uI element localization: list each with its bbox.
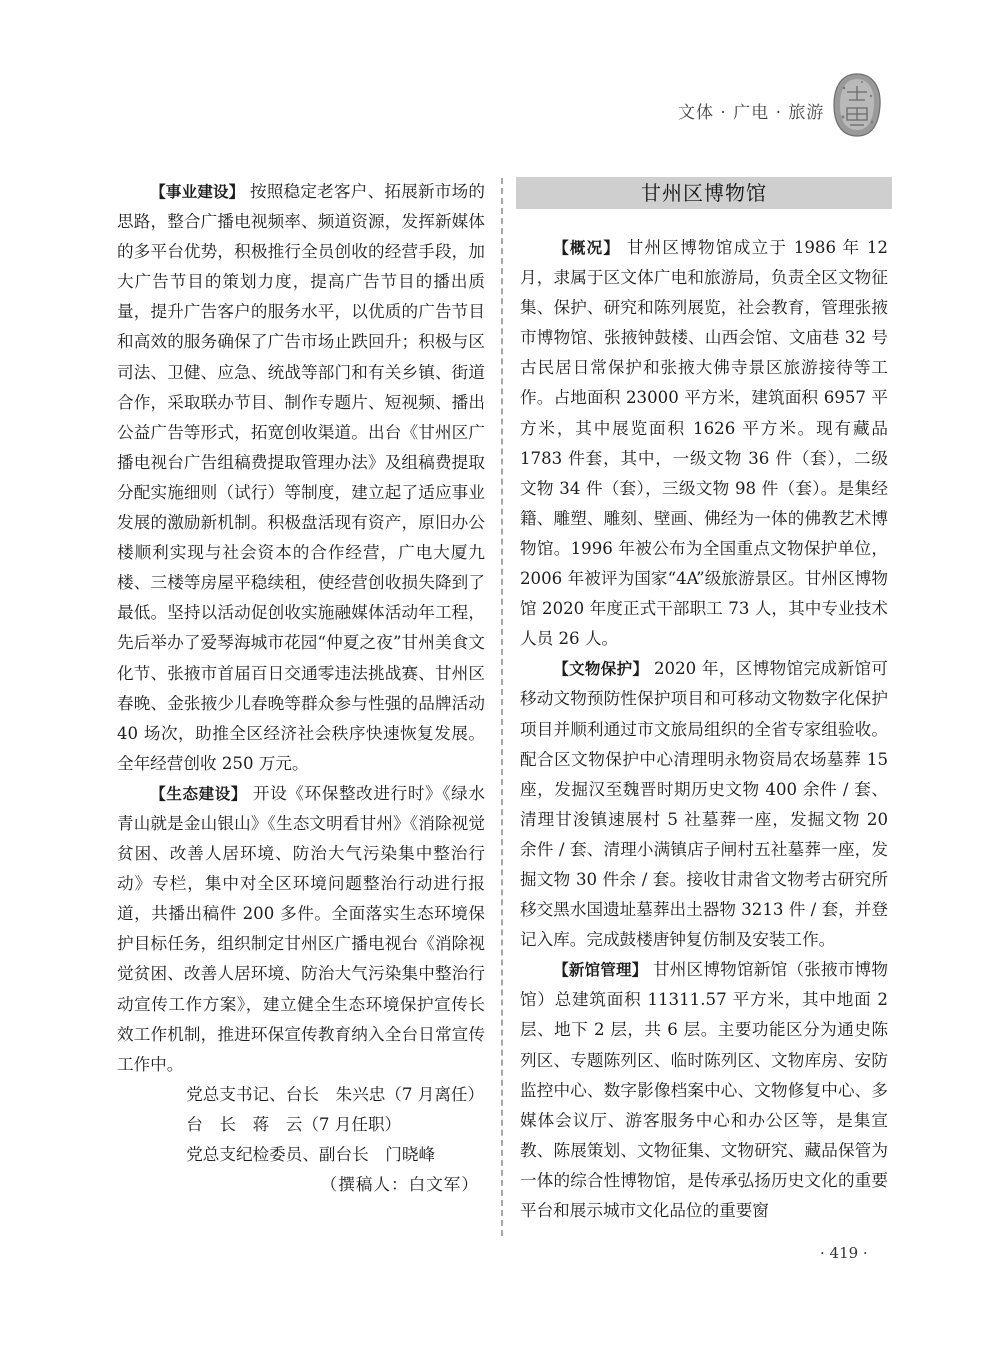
new-museum-paragraph (520, 955, 888, 1226)
business-construction-label: 【事业建设】 (150, 183, 245, 201)
left-column (117, 177, 485, 1200)
ecological-construction-label: 【生态建设】 (150, 784, 247, 803)
relic-protection-text: 2020 年，区博物馆完成新馆可移动文物预防性保护项目和可移动文物数字化保护项目并顺利通过市文旅局组织的全省专家组验收。配合区文物保护中心清理明永物资局农场墓葬 15 座，发掘汉至魏晋时期历史文物 400 余件 / 套、清理甘浚镇速展村 5 社墓葬一座，发掘文物 20 余件 / 套、清理小满镇店子闸村五社墓葬一座，发掘文物 30 件余 / 套。接收甘肃省文物考古研究所移交黑水国遗址墓葬出土器物 3213 件 / 套，并登记入库。完成鼓楼唐钟复仿制及安装工作。 (520, 659, 888, 950)
right-column (520, 233, 888, 1226)
new-museum-text: 甘州区博物馆新馆（张掖市博物馆）总建筑面积 11311.57 平方米，其中地面 2 层、地下 2 层，共 6 层。主要功能区分为通史陈列区、专题陈列区、临时陈列区、文物库房、安防监控中心、数字影像档案中心、文物修复中心、多媒体会议厅、游客服务中心和办公区等，是集宣教、陈展策划、文物征集、文物研究、藏品保管为一体的综合性博物馆，是传承弘扬历史文化的重要平台和展示城市文化品位的重要窗 (520, 960, 888, 1220)
staff-line: 党总支书记、台长 朱兴忠（7 月离任） (186, 1084, 485, 1104)
staff-line: 党总支纪检委员、副台长 门晓峰 (186, 1145, 436, 1164)
seal-stone-icon (832, 72, 882, 138)
running-header-title: 文体 · 广电 · 旅游 (678, 103, 825, 123)
author-credit: （撰稿人：白文军） (320, 1175, 479, 1195)
new-museum-label: 【新馆管理】 (553, 961, 648, 980)
business-construction-text: 按照稳定老客户、拓展新市场的思路，整合广播电视频率、频道资源，发挥新媒体的多平台优势，积极推行全员创收的经营手段，加大广告节目的策划力度，提高广告节目的播出质量，提升广告客户的服务水平，以优质的广告节目和高效的服务确保了广告市场止跌回升；积极与区司法、卫健、应急、统战等部门和有关乡镇、街道合作，采取联办节目、制作专题片、短视频、播出公益广告等形式，拓宽创收渠道。出台《甘州区广播电视台广告组稿费提取管理办法》及组稿费提取分配实施细则（试行）等制度，建立起了适应事业发展的激励新机制。积极盘活现有资产，原旧办公楼顺利实现与社会资本的合作经营，广电大厦九楼、三楼等房屋平稳续租，使经营创收损失降到了最低。坚持以活动促创收实施融媒体活动年工程，先后举办了爱琴海城市花园“仲夏之夜”甘州美食文化节、张掖市首届百日交通零违法挑战赛、甘州区春晚、金张掖少儿春晚等群众参与性强的品牌活动 40 场次，助推全区经济社会秩序快速恢复发展。全年经营创收 250 万元。 (117, 182, 485, 773)
overview-label: 【概况】 (553, 239, 621, 257)
ecological-construction-paragraph (117, 779, 485, 1080)
ecological-construction-text: 开设《环保整改进行时》《绿水青山就是金山银山》《生态文明看甘州》《消除视觉贫困、改善人居环境、防治大气污染集中整治行动》专栏，集中对全区环境问题整治行动进行报道，共播出稿件 200 多件。全面落实生态环境保护目标任务，组织制定甘州区广播电视台《消除视觉贫困、改善人居环境、防治大气污染集中整治行动宣传工作方案》，建立健全生态环境保护宣传长效工作机制，推进环保宣传教育纳入全台日常宣传工作中。 (117, 783, 485, 1074)
column-divider (501, 178, 503, 1236)
page-number: · 419 · (820, 1244, 868, 1262)
relic-protection-label: 【文物保护】 (553, 660, 649, 679)
relic-protection-paragraph (520, 654, 888, 955)
overview-paragraph (520, 233, 888, 654)
business-construction-paragraph (117, 177, 485, 779)
section-heading: 甘州区博物馆 (516, 177, 892, 209)
staff-line: 台 长 蒋 云（7 月任职） (186, 1114, 402, 1134)
overview-text: 甘州区博物馆成立于 1986 年 12 月，隶属于区文体广电和旅游局，负责全区文物征集、保护、研究和陈列展览，社会教育，管理张掖市博物馆、张掖钟鼓楼、山西会馆、文庙巷 32 号古民居日常保护和张掖大佛寺景区旅游接待等工作。占地面积 23000 平方米，建筑面积 6957 平方米，其中展览面积 1626 平方米。现有藏品 1783 件套，其中，一级文物 36 件（套），二级文物 34 件（套），三级文物 98 件（套）。是集经籍、雕塑、雕刻、壁画、佛经为一体的佛教艺术博物馆。1996 年被公布为全国重点文物保护单位，2006 年被评为国家“4A”级旅游景区。甘州区博物馆 2020 年度正式干部职工 73 人，其中专业技术人员 26 人。 (520, 238, 888, 649)
